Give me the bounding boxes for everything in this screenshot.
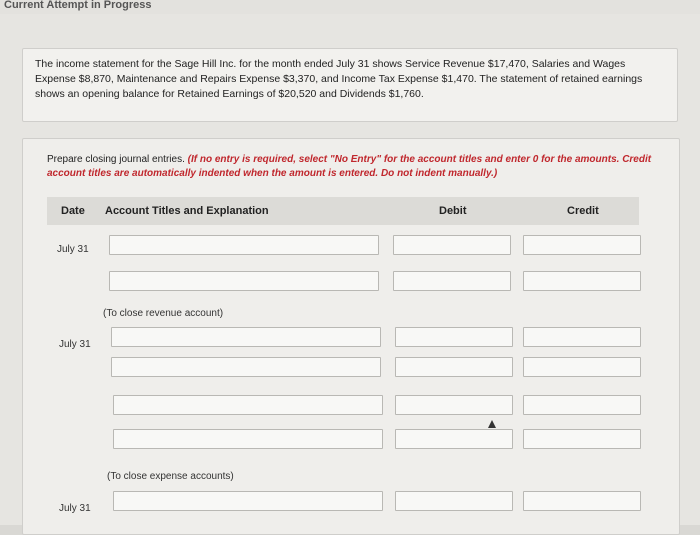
- page-header: [0, 0, 700, 14]
- entry-2-row-3-credit[interactable]: [523, 395, 641, 415]
- entry-2-explanation: (To close expense accounts): [107, 471, 234, 482]
- journal-entry-panel: [22, 138, 680, 535]
- header-debit: Debit: [439, 205, 467, 217]
- instructions: [47, 153, 657, 181]
- journal-table-header: [47, 197, 639, 225]
- entry-2-row-4-debit[interactable]: [395, 429, 513, 449]
- entry-1-explanation: (To close revenue account): [103, 308, 224, 319]
- entry-2-row-1-account[interactable]: [111, 327, 381, 347]
- entry-1-row-2-credit[interactable]: [523, 271, 641, 291]
- entry-2-row-1-debit[interactable]: [395, 327, 513, 347]
- entry-2-row-2-account[interactable]: [111, 357, 381, 377]
- entry-2-row-4-credit[interactable]: [523, 429, 641, 449]
- entry-1-date: July 31: [57, 244, 89, 255]
- entry-1-row-1-credit[interactable]: [523, 235, 641, 255]
- entry-2-row-2-credit[interactable]: [523, 357, 641, 377]
- entry-1-row-2-debit[interactable]: [393, 271, 511, 291]
- entry-2-date: July 31: [59, 339, 91, 350]
- entry-3-row-1-credit[interactable]: [523, 491, 641, 511]
- entry-3-row-1-debit[interactable]: [395, 491, 513, 511]
- mouse-pointer-icon: [488, 420, 496, 428]
- instructions-lead: Prepare closing journal entries.: [47, 154, 185, 165]
- entry-1-row-1-account[interactable]: [109, 235, 379, 255]
- entry-3-row-1-account[interactable]: [113, 491, 383, 511]
- entry-3-date: July 31: [59, 503, 91, 514]
- attempt-status: Current Attempt in Progress: [4, 0, 152, 11]
- header-date: Date: [61, 205, 85, 217]
- header-credit: Credit: [567, 205, 599, 217]
- instructions-note: (If no entry is required, select "No Entry" for the account titles and enter 0 for the amounts. Credit account titles are automatically indented when the amount is entered. Do not indent manually.): [47, 154, 652, 179]
- entry-2-row-4-account[interactable]: [113, 429, 383, 449]
- entry-2-row-2-debit[interactable]: [395, 357, 513, 377]
- entry-1-row-1-debit[interactable]: [393, 235, 511, 255]
- header-account: Account Titles and Explanation: [105, 205, 269, 217]
- problem-statement: [22, 48, 678, 122]
- entry-2-row-3-debit[interactable]: [395, 395, 513, 415]
- question-page: [0, 14, 700, 525]
- entry-2-row-3-account[interactable]: [113, 395, 383, 415]
- entry-1-row-2-account[interactable]: [109, 271, 379, 291]
- problem-text: The income statement for the Sage Hill Inc. for the month ended July 31 shows Service Revenue $17,470, Salaries and Wages Expense $8,870, Maintenance and Repairs Expense $3,370, and Income Tax Expense $1,470. The statement of retained earnings shows an opening balance for Retained Earnings of $20,520 and Dividends $1,760.: [35, 58, 643, 100]
- entry-2-row-1-credit[interactable]: [523, 327, 641, 347]
